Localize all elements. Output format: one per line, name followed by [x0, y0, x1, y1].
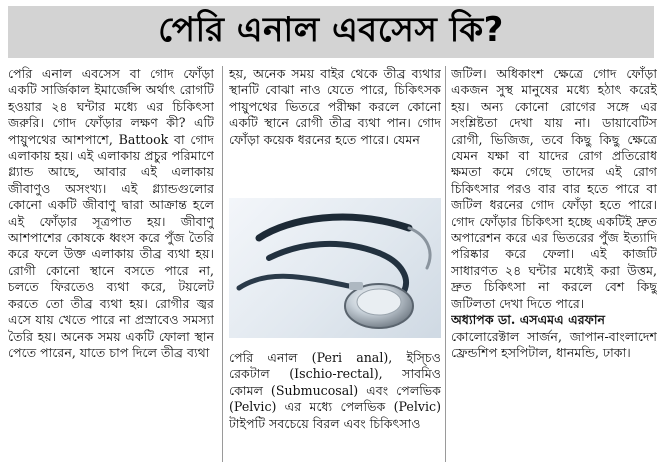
- article-column-3: [451, 66, 657, 464]
- article-column-2-bottom: [229, 350, 441, 464]
- author-details: কোলোরেক্টাল সার্জন, জাপান-বাংলাদেশ ফ্রেন্ডশিপ হসপিটাল, ধানমন্ডি, ঢাকা।: [451, 328, 657, 360]
- headline-bar: [8, 6, 654, 58]
- column-2-top-text: হয়, অনেক সময় বাইর থেকে তীব্র ব্যথার স্থানটি বোঝা নাও যেতে পারে, চিকিৎসক পায়ুপথের ভিতরে পরীক্ষা করলে কোনো একটি স্থানে রোগী তীব্র ব্যথা পান। গোদ ফোঁড়া কয়েক ধরনের হতে পারে। যেমন: [229, 66, 441, 147]
- article-title: পেরি এনাল এবসেস কি?: [158, 9, 504, 50]
- stethoscope-icon: [229, 198, 441, 338]
- column-3-text: জটিল। অধিকাংশ ক্ষেত্রে গোদ ফোঁড়া একজন সুস্থ মানুষের মধ্যে হঠাৎ করেই হয়। অন্য কোনো রোগের সঙ্গে এর সংশ্লিষ্টতা দেখা যায় না। ডায়াবেটিস রোগী, ভিজিজ, তবে কিছু কিছু ক্ষেত্রে যেমন যক্ষা বা যাদের রোগ প্রতিরোধ ক্ষমতা কমে গেছে তাদের এই রোগ চিকিৎসার পরও বার বার হতে পারে বা জটিল ধরনের গোদ ফোঁড়া হতে পারে। গোদ ফোঁড়ার চিকিৎসা হচ্ছে একটিই দ্রুত অপারেশন করে এর ভিতরের পুঁজ ইত্যাদি পরিষ্কার করে ফেলা। এই কাজটি সাধারণত ২৪ ঘন্টার মধ্যেই করা উত্তম, দ্রুত চিকিৎসা না করলে বেশ কিছু জটিলতা দেখা দিতে পারে।: [451, 66, 657, 311]
- article-column-2-top: [229, 66, 441, 194]
- column-divider: [445, 66, 446, 462]
- column-2-bottom-text: পেরি এনাল (Peri anal), ইস্চিও রেকটাল (Ischio-rectal), সাবমিও কোমল (Submucosal) এবং পেলভিক (Pelvic) এর মধ্যে পেলভিক (Pelvic) টাইপটি সবচেয়ে বিরল এবং চিকিৎসাও: [229, 350, 441, 431]
- article-column-1: [8, 66, 214, 464]
- author-name: অধ্যাপক ডা. এসএমএ এরফান: [451, 312, 606, 328]
- column-divider: [222, 66, 223, 462]
- column-1-text: পেরি এনাল এবসেস বা গোদ ফোঁড়া একটি সার্জিকাল ইমার্জেন্সি অর্থাৎ রোগটি হওয়ার ২৪ ঘন্টার মধ্যে এর চিকিৎসা জরুরি। গোদ ফোঁড়ার লক্ষণ কী? এটি পায়ুপথের আশপাশে, Battook বা গোদ এলাকায় হয়। এই এলাকায় প্রচুর পরিমাণে গ্ল্যান্ড আছে, আবার এই এলাকায় জীবাণুও অসংখ্য। এই গ্ল্যান্ডগুলোর কোনো একটি জীবাণু দ্বারা আক্রান্ত হলে এই ফোঁড়ার সূত্রপাত হয়। জীবাণু আশপাশের কোষকে ধ্বংস করে পুঁজ তৈরি করে ফলে উক্ত এলাকায় তীব্র ব্যথা হয়। রোগী কোনো স্থানে বসতে পারে না, চলতে ফিরতেও ব্যথা করে, টয়লেট করতে তো তীব্র ব্যথা হয়। রোগীর জ্বর এসে যায় খেতে পারে না প্রস্রাবেও সমস্যা তৈরি হয়। অনেক সময় একটি ফোলা স্থান পেতে পারেন, যাতে চাপ দিলে তীব্র ব্যথা: [8, 66, 214, 360]
- stethoscope-photo: [229, 198, 441, 338]
